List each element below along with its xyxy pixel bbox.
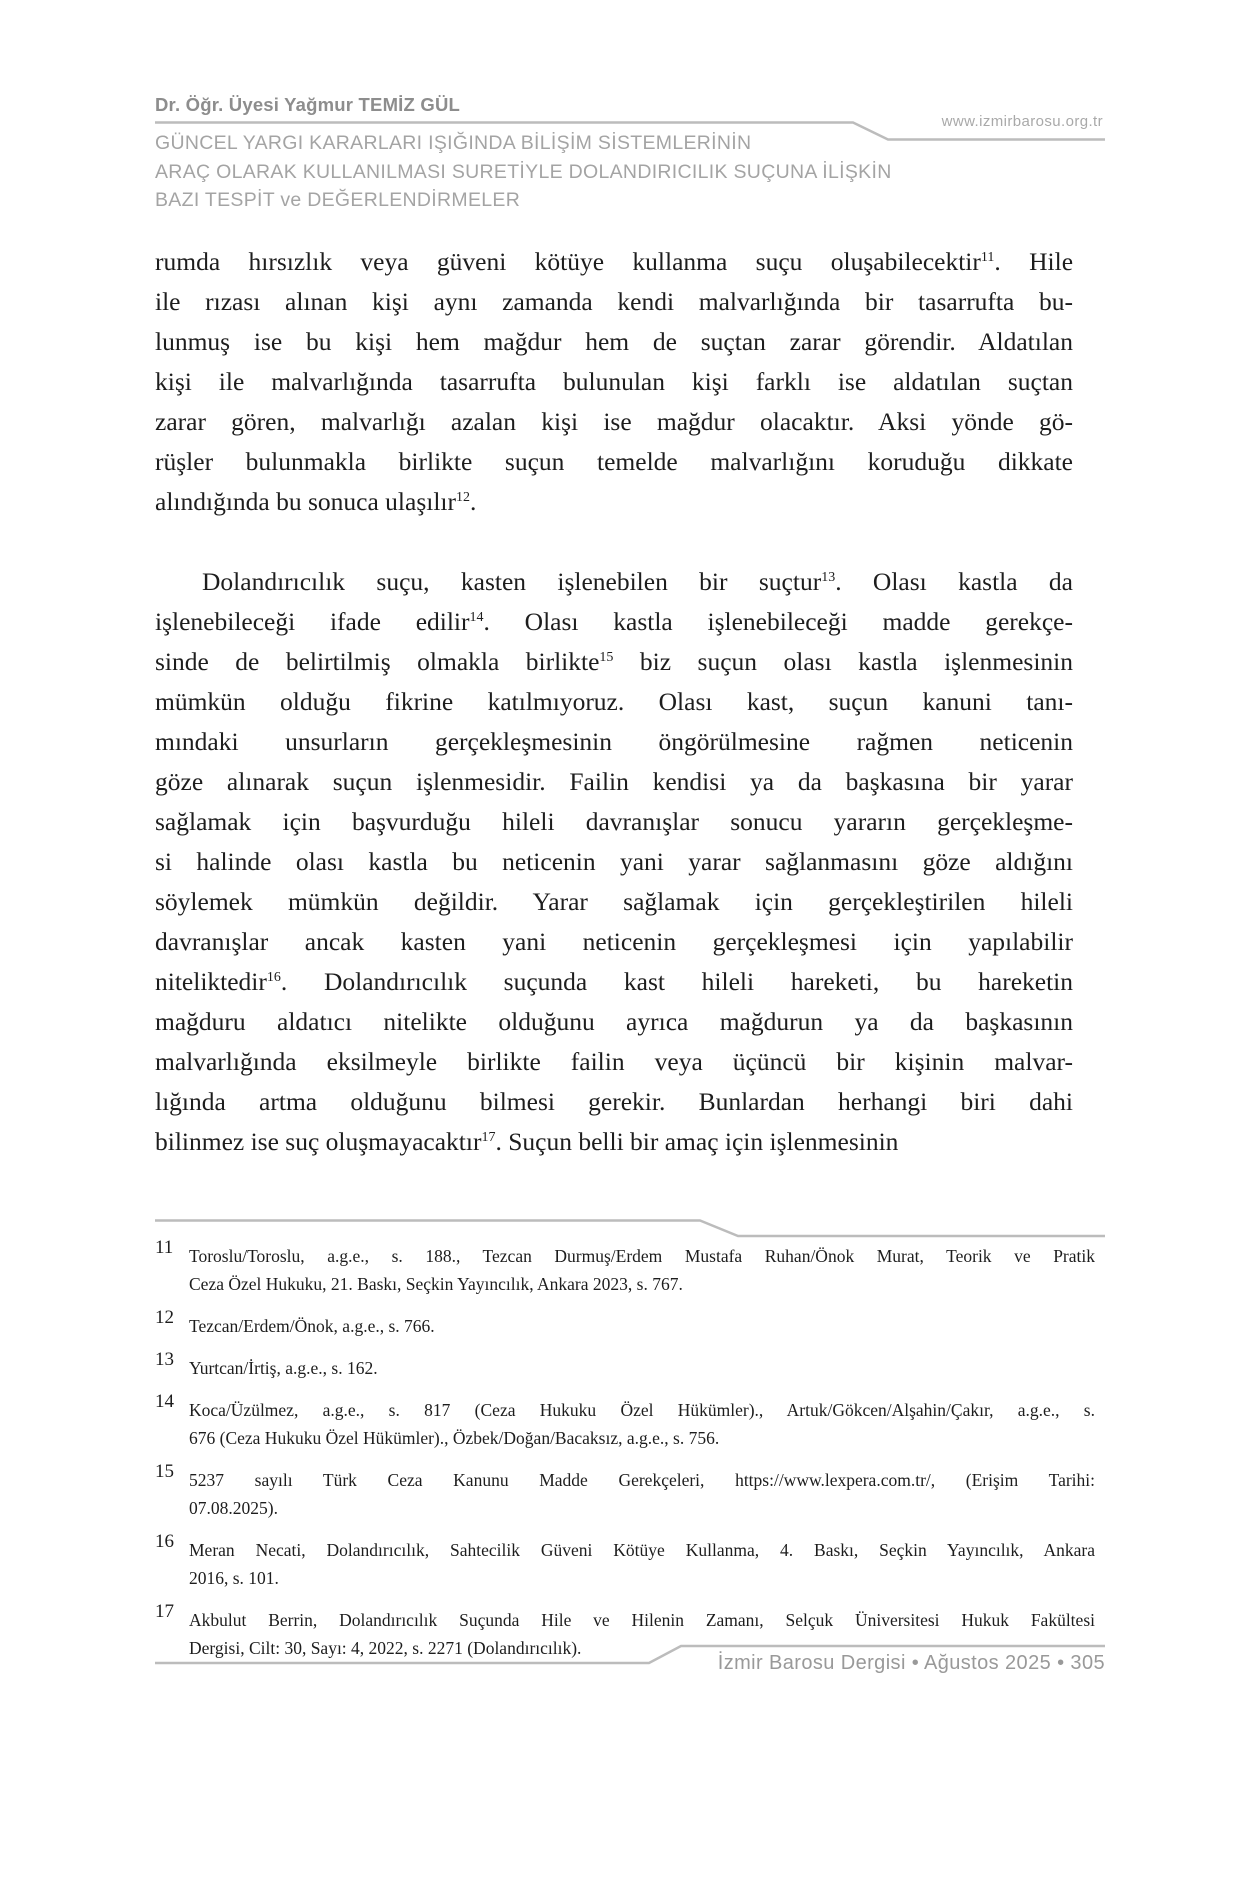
footnote	[155, 1461, 1095, 1522]
footnote-ref: 13	[821, 570, 836, 585]
footnote-line: Koca/Üzülmez, a.g.e., s. 817 (Ceza Hukuku Özel Hükümler)., Artuk/Gökcen/Alşahin/Çakır, a.g.e., s.	[189, 1400, 1095, 1420]
body-line: işlenebileceği ifade edilir$^{14}$. Olası kastla işlenebileceği madde gerekçe-	[155, 607, 1073, 636]
body-line: bilinmez ise suç oluşmayacaktır$^{17}$. Suçun belli bir amaç için işlenmesinin	[155, 1127, 899, 1156]
body-line: alındığında bu sonuca ulaşılır$^{12}$.	[155, 487, 477, 516]
body-line: sinde de belirtilmiş olmakla birlikte$^{15}$ biz suçun olası kastla işlenmesinin	[155, 647, 1073, 676]
body-line: lunmuş ise bu kişi hem mağdur hem de suçtan zarar görendir. Aldatılan	[155, 327, 1073, 356]
footnote	[155, 1391, 1095, 1452]
author-name: Dr. Öğr. Üyesi Yağmur TEMİZ GÜL	[155, 94, 461, 115]
body-line: söylemek mümkün değildir. Yarar sağlamak için gerçekleştirilen hileli	[155, 887, 1073, 916]
footnote-line: 07.08.2025).	[189, 1498, 278, 1518]
body-line: sağlamak için başvurduğu hileli davranışlar sonucu yararın gerçekleşme-	[155, 807, 1073, 836]
footnote-number: 15	[155, 1461, 174, 1482]
body-line: zarar gören, malvarlığı azalan kişi ise mağdur olacaktır. Aksi yönde gö-	[155, 407, 1073, 436]
body-line: mındaki unsurların gerçekleşmesinin öngörülmesine rağmen neticenin	[155, 727, 1073, 756]
body-line: mağduru aldatıcı nitelikte olduğunu ayrıca mağdurun ya da başkasının	[155, 1007, 1073, 1036]
footnote-line: Yurtcan/İrtiş, a.g.e., s. 162.	[189, 1358, 378, 1378]
body-line: Dolandırıcılık suçu, kasten işlenebilen bir suçtur$^{13}$. Olası kastla da	[202, 567, 1073, 596]
footnote	[155, 1531, 1095, 1592]
footnote-number: 16	[155, 1531, 174, 1552]
footnote-ref: 15	[599, 650, 614, 665]
article-title	[155, 129, 1015, 215]
footnote-number: 12	[155, 1307, 174, 1328]
paragraph	[155, 242, 1073, 522]
body-line: davranışlar ancak kasten yani neticenin gerçekleşmesi için yapılabilir	[155, 927, 1073, 956]
footnote-number: 14	[155, 1391, 174, 1412]
footnote-line: 5237 sayılı Türk Ceza Kanunu Madde Gerekçeleri, https://www.lexpera.com.tr/, (Erişim Tarihi:	[189, 1470, 1095, 1490]
body-line: ile rızası alınan kişi aynı zamanda kendi malvarlığında bir tasarrufta bu-	[155, 287, 1073, 316]
article-title-line: GÜNCEL YARGI KARARLARI IŞIĞINDA BİLİŞİM SİSTEMLERİNİN	[155, 132, 752, 154]
body-line: göze alınarak suçun işlenmesidir. Failin kendisi ya da başkasına bir yarar	[155, 767, 1073, 796]
body-line: niteliktedir$^{16}$. Dolandırıcılık suçunda kast hileli hareketi, bu hareketin	[155, 967, 1073, 996]
footnote-line: 676 (Ceza Hukuku Özel Hükümler)., Özbek/Doğan/Bacaksız, a.g.e., s. 756.	[189, 1428, 720, 1448]
footnote-ref: 16	[266, 970, 281, 985]
footnote-number: 11	[155, 1237, 174, 1258]
footnotes-section	[155, 1237, 1095, 1676]
footnote	[155, 1237, 1095, 1298]
article-body	[155, 242, 1073, 1162]
footnote-line: 2016, s. 101.	[189, 1568, 279, 1588]
footnote-ref: 12	[455, 490, 470, 505]
body-line: rüşler bulunmakla birlikte suçun temelde malvarlığını koruduğu dikkate	[155, 447, 1073, 476]
footnote-divider-line	[155, 1219, 1105, 1239]
footnote-line: Tezcan/Erdem/Önok, a.g.e., s. 766.	[189, 1316, 435, 1336]
footnote-ref: 14	[469, 610, 484, 625]
footnote-line: Dergisi, Cilt: 30, Sayı: 4, 2022, s. 2271 (Dolandırıcılık).	[189, 1638, 582, 1658]
footnote	[155, 1307, 1095, 1340]
footnote-ref: 11	[980, 250, 995, 265]
body-line: rumda hırsızlık veya güveni kötüye kullanma suçu oluşabilecektir$^{11}$. Hile	[155, 247, 1073, 276]
paragraph	[155, 562, 1073, 1162]
footnote-number: 13	[155, 1349, 174, 1370]
footnote-number: 17	[155, 1601, 174, 1622]
article-title-line: BAZI TESPİT ve DEĞERLENDİRMELER	[155, 189, 521, 211]
body-line: lığında artma olduğunu bilmesi gerekir. Bunlardan herhangi biri dahi	[155, 1087, 1073, 1116]
article-title-line: ARAÇ OLARAK KULLANILMASI SURETİYLE DOLANDIRICILIK SUÇUNA İLİŞKİN	[155, 160, 892, 183]
journal-website: www.izmirbarosu.org.tr	[941, 113, 1103, 130]
journal-footer: İzmir Barosu Dergisi • Ağustos 2025 • 305	[717, 1652, 1105, 1674]
body-line: malvarlığında eksilmeyle birlikte failin veya üçüncü bir kişinin malvar-	[155, 1047, 1073, 1076]
footnote	[155, 1349, 1095, 1382]
body-line: kişi ile malvarlığında tasarrufta bulunulan kişi farklı ise aldatılan suçtan	[155, 367, 1073, 396]
footnote-ref: 17	[481, 1130, 496, 1145]
body-line: mümkün olduğu fikrine katılmıyoruz. Olası kast, suçun kanuni tanı-	[155, 687, 1073, 716]
footnote-line: Akbulut Berrin, Dolandırıcılık Suçunda Hile ve Hilenin Zamanı, Selçuk Üniversitesi Hukuk Fakültesi	[189, 1610, 1095, 1630]
footnote-line: Meran Necati, Dolandırıcılık, Sahtecilik Güveni Kötüye Kullanma, 4. Baskı, Seçkin Yayıncılık, Ankara	[189, 1540, 1095, 1560]
footnote-line: Toroslu/Toroslu, a.g.e., s. 188., Tezcan Durmuş/Erdem Mustafa Ruhan/Önok Murat, Teorik ve Pratik	[189, 1246, 1095, 1266]
footnote-line: Ceza Özel Hukuku, 21. Baskı, Seçkin Yayıncılık, Ankara 2023, s. 767.	[189, 1274, 683, 1294]
body-line: si halinde olası kastla bu neticenin yani yarar sağlanmasını göze aldığını	[155, 847, 1073, 876]
